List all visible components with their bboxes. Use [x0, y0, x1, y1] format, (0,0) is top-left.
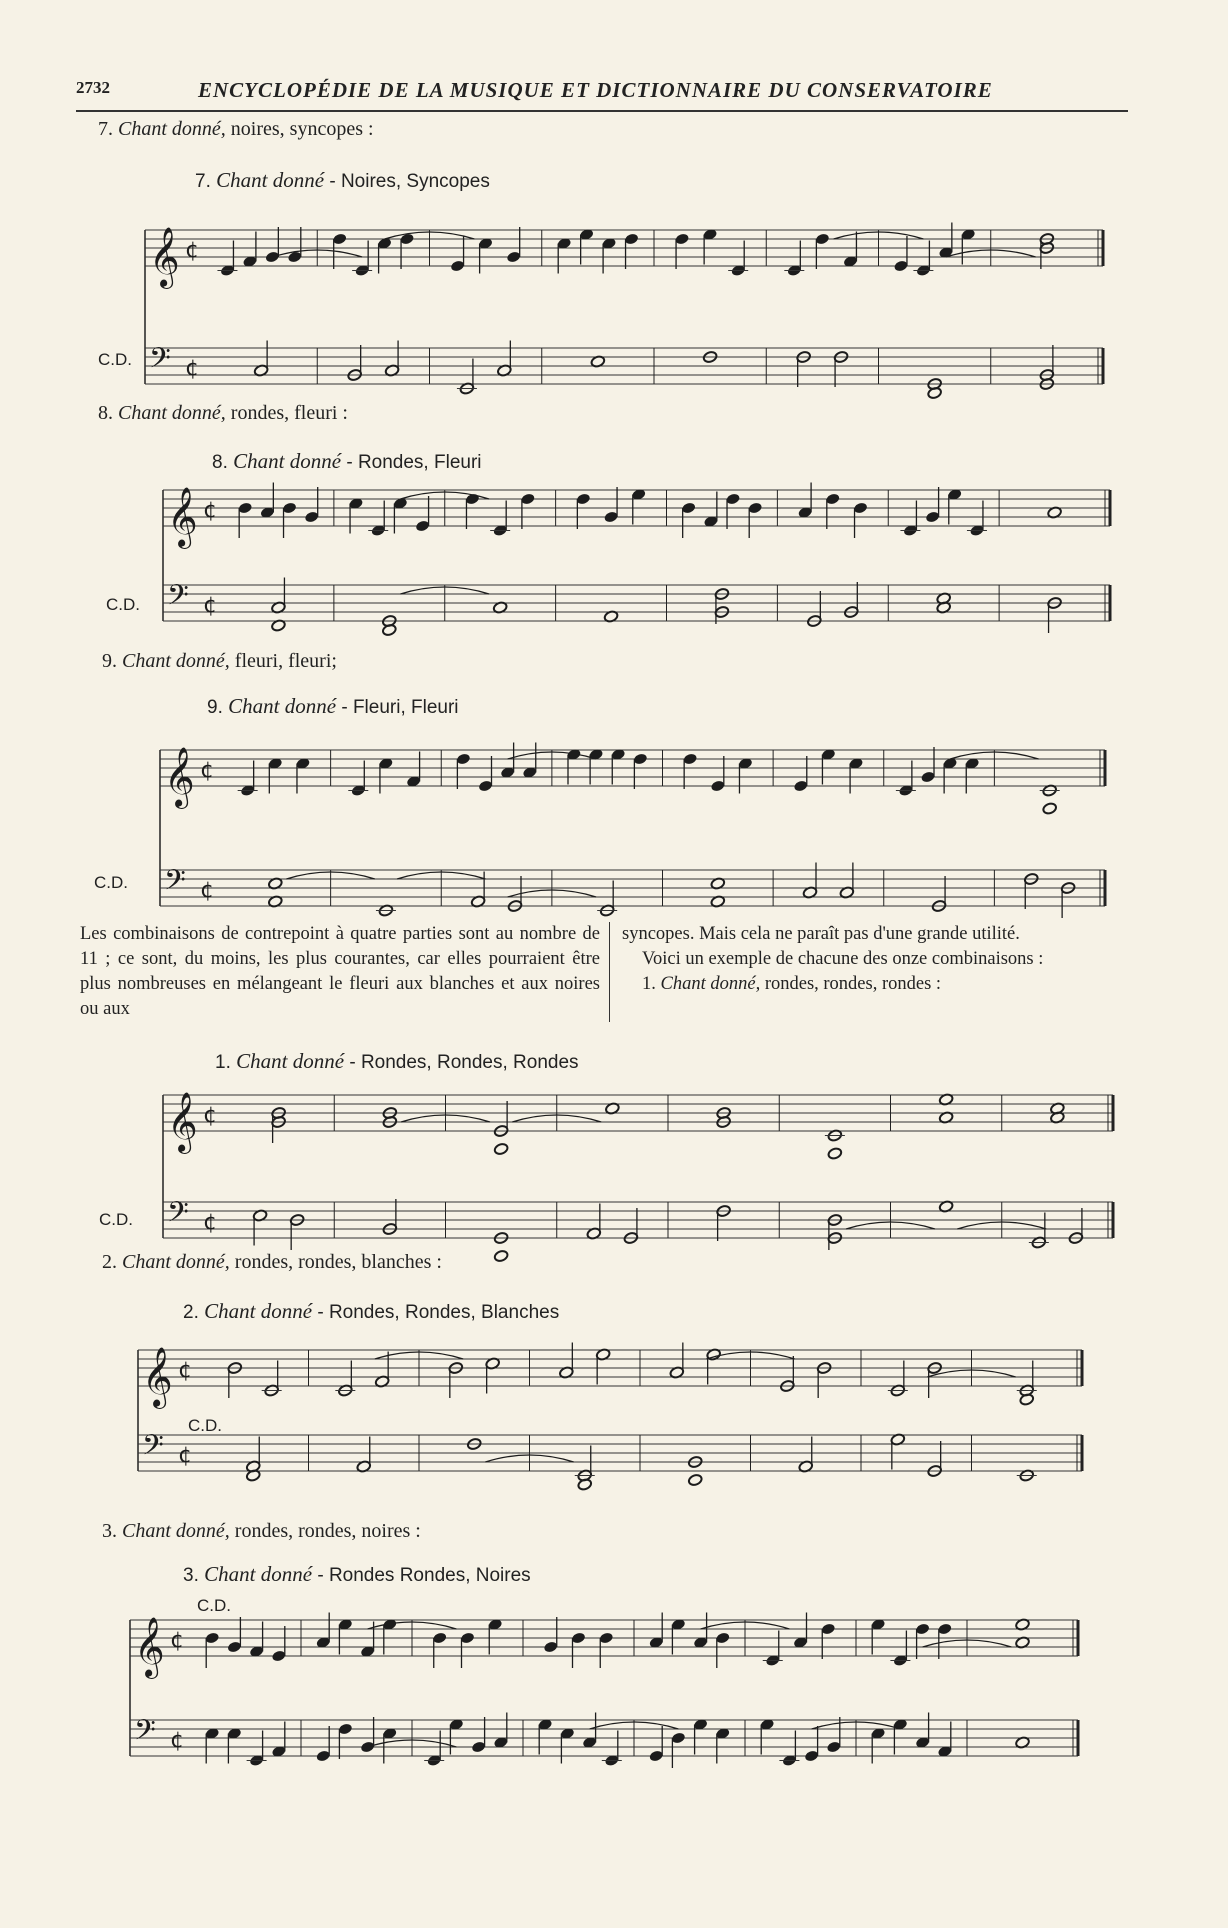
header-rule: [76, 110, 1128, 112]
treble-clef-icon: 𝄞: [164, 747, 195, 807]
cut-time-icon: ¢: [203, 1210, 217, 1235]
bass-clef-icon: 𝄢: [164, 864, 186, 904]
caption-example-9: 9. Chant donné, fleuri, fleuri;: [102, 650, 337, 672]
example-title-9: 9. Chant donné - Fleuri, Fleuri: [207, 694, 459, 718]
treble-clef-icon: 𝄞: [134, 1617, 165, 1677]
column-divider: [609, 922, 610, 1022]
bass-staff: [145, 341, 1103, 400]
bass-staff: [163, 578, 1110, 637]
body-text-right-1: syncopes. Mais cela ne paraît pas d'une grande utilité.: [622, 924, 1020, 944]
cd-label-2: C.D.: [188, 1416, 222, 1435]
score-example-3: [130, 1590, 1078, 1790]
cd-label-1: C.D.: [99, 1210, 133, 1229]
score-example-8: [163, 480, 1110, 620]
example-title-7: 7. Chant donné - Noires, Syncopes: [195, 168, 490, 192]
treble-staff: [130, 1613, 1078, 1680]
example-title-2: 2. Chant donné - Rondes, Rondes, Blanches: [183, 1299, 560, 1323]
cut-time-icon: ¢: [170, 1728, 184, 1753]
body-text-right-2: Voici un exemple de chacune des onze combinaisons :: [642, 949, 1044, 969]
score-example-2: [138, 1330, 1082, 1500]
cut-time-icon: ¢: [185, 238, 199, 263]
treble-staff: [163, 1092, 1113, 1160]
page-header-title: ENCYCLOPÉDIE DE LA MUSIQUE ET DICTIONNAIRE DU CONSERVATOIRE: [198, 78, 993, 102]
treble-staff: [145, 223, 1103, 290]
note: [493, 1249, 508, 1262]
body-text-right: [622, 922, 1142, 997]
cd-label-9: C.D.: [94, 873, 128, 892]
cd-label-8: C.D.: [106, 595, 140, 614]
note: [493, 1142, 508, 1155]
cut-time-icon: ¢: [203, 498, 217, 523]
note: [1042, 802, 1057, 815]
caption-example-7: 7. Chant donné, noires, syncopes :: [98, 118, 374, 140]
score-example-7: [145, 210, 1103, 380]
treble-clef-icon: 𝄞: [142, 1347, 173, 1407]
bass-clef-icon: 𝄢: [134, 1714, 156, 1754]
bass-clef-icon: 𝄢: [149, 342, 171, 382]
example-title-3: 3. Chant donné - Rondes Rondes, Noires: [183, 1562, 531, 1586]
treble-clef-icon: 𝄞: [149, 227, 180, 287]
note: [827, 1147, 842, 1160]
example-title-8: 8. Chant donné - Rondes, Fleuri: [212, 449, 482, 473]
score-example-1: [163, 1080, 1113, 1240]
cut-time-icon: ¢: [178, 1358, 192, 1383]
caption-example-8: 8. Chant donné, rondes, fleuri :: [98, 402, 348, 424]
treble-staff: [138, 1343, 1082, 1410]
body-text-left: Les combinaisons de contrepoint à quatre parties sont au nombre de 11 ; ce sont, du moins, les plus courantes, car elles pourraient être plus nombreuses en mélangeant le fleuri aux blanches et aux noires ou aux: [80, 924, 600, 1019]
bass-clef-icon: 𝄢: [167, 1196, 189, 1236]
cut-time-icon: ¢: [170, 1628, 184, 1653]
cut-time-icon: ¢: [178, 1443, 192, 1468]
treble-staff: [163, 483, 1110, 550]
cd-label-3: C.D.: [197, 1596, 231, 1615]
body-text-right-3: 1. Chant donné, rondes, rondes, rondes :: [642, 974, 942, 994]
example-title-1: 1. Chant donné - Rondes, Rondes, Rondes: [215, 1049, 579, 1073]
treble-clef-icon: 𝄞: [167, 487, 198, 547]
bass-clef-icon: 𝄢: [142, 1429, 164, 1469]
bass-clef-icon: 𝄢: [167, 579, 189, 619]
treble-staff: [160, 743, 1105, 816]
score-example-9: [160, 730, 1105, 904]
cut-time-icon: ¢: [185, 356, 199, 381]
caption-example-2: 2. Chant donné, rondes, rondes, blanches :: [102, 1251, 442, 1273]
note: [688, 1473, 703, 1486]
bass-staff: [160, 863, 1105, 919]
cut-time-icon: ¢: [203, 593, 217, 618]
cd-label-7: C.D.: [98, 350, 132, 369]
cut-time-icon: ¢: [200, 758, 214, 783]
bass-staff: [138, 1429, 1082, 1491]
cut-time-icon: ¢: [203, 1103, 217, 1128]
cut-time-icon: ¢: [200, 878, 214, 903]
caption-example-3: 3. Chant donné, rondes, rondes, noires :: [102, 1520, 421, 1542]
page-number: 2732: [76, 78, 110, 97]
treble-clef-icon: 𝄞: [167, 1092, 198, 1152]
bass-staff: [130, 1713, 1078, 1769]
